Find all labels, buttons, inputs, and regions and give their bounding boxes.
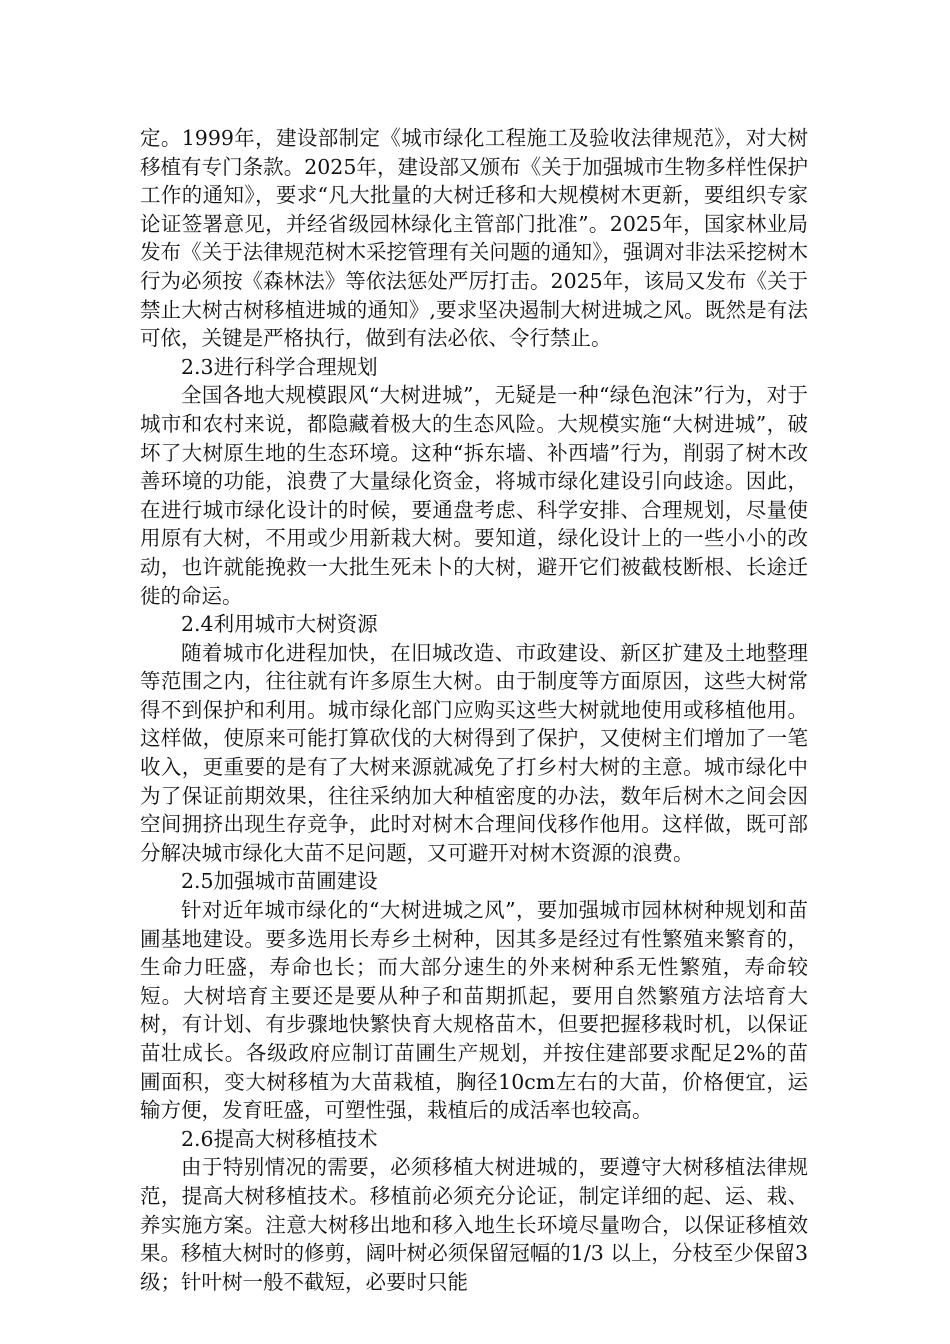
document-body	[140, 124, 808, 1296]
paragraph-legal-regulations: 定。1999年，建设部制定《城市绿化工程施工及验收法律规范》，对大树移植有专门条款。2025年，建设部又颁布《关于加强城市生物多样性保护工作的通知》，要求“凡大批量的大树迁移和大规模树木更新，要组织专家论证签署意见，并经省级园林绿化主管部门批准”。2025年，国家林业局发布《关于法律规范树木采挖管理有关问题的通知》，强调对非法采挖树木行为必须按《森林法》等依法惩处严厉打击。2025年，该局又发布《关于禁止大树古树移植进城的通知》,要求坚决遏制大树进城之风。既然是有法可依，关键是严格执行，做到有法必依、令行禁止。	[140, 126, 808, 351]
section-heading-2-3: 2.3进行科学合理规划	[181, 354, 378, 379]
paragraph-urban-tree-resources: 随着城市化进程加快，在旧城改造、市政建设、新区扩建及土地整理等范围之内，往往就有许多原生大树。由于制度等方面原因，这些大树常得不到保护和利用。城市绿化部门应购买这些大树就地使用或移植他用。这样做，使原来可能打算砍伐的大树得到了保护，又使树主们增加了一笔收入，更重要的是有了大树来源就减免了打乡村大树的主意。城市绿化中为了保证前期效果，往往采纳加大种植密度的办法，数年后树木之间会因空间拥挤出现生存竞争，此时对树木合理间伐移作他用。这样做，既可部分解决城市绿化大苗不足问题，又可避开对树木资源的浪费。	[140, 640, 808, 865]
section-heading-2-5: 2.5加强城市苗圃建设	[181, 869, 378, 894]
paragraph-transplant-technique: 由于特别情况的需要，必须移植大树进城的，要遵守大树移植法律规范，提高大树移植技术。移植前必须充分论证，制定详细的起、运、栽、养实施方案。注意大树移出地和移入地生长环境尽量吻合，以保证移植效果。移植大树时的修剪，阔叶树必须保留冠幅的1/3 以上，分枝至少保留3 级；针叶树一般不截短，必要时只能	[140, 1155, 808, 1294]
section-heading-2-4: 2.4利用城市大树资源	[181, 612, 378, 637]
paragraph-scientific-planning: 全国各地大规模跟风“大树进城”，无疑是一种“绿色泡沫”行为，对于城市和农村来说，都隐藏着极大的生态风险。大规模实施“大树进城”，破坏了大树原生地的生态环境。这种“拆东墙、补西墙”行为，削弱了树木改善环境的功能，浪费了大量绿化资金，将城市绿化建设引向歧途。因此，在进行城市绿化设计的时候，要通盘考虑、科学安排、合理规划，尽量使用原有大树，不用或少用新栽大树。要知道，绿化设计上的一些小小的改动，也许就能挽救一大批生死未卜的大树，避开它们被截枝断根、长途迁徙的命运。	[140, 383, 808, 608]
paragraph-nursery-construction: 针对近年城市绿化的“大树进城之风”，要加强城市园林树种规划和苗圃基地建设。要多选用长寿乡土树种，因其多是经过有性繁殖来繁育的，生命力旺盛，寿命也长；而大部分速生的外来树种系无性繁殖，寿命较短。大树培育主要还是要从种子和苗期抓起，要用自然繁殖方法培育大树，有计划、有步骤地快繁快育大规格苗木，但要把握移栽时机，以保证苗壮成长。各级政府应制订苗圃生产规划，并按住建部要求配足2%的苗圃面积，变大树移植为大苗栽植，胸径10cm左右的大苗，价格便宜，运输方便，发育旺盛，可塑性强，栽植后的成活率也较高。	[140, 898, 808, 1123]
section-heading-2-6: 2.6提高大树移植技术	[181, 1126, 378, 1151]
